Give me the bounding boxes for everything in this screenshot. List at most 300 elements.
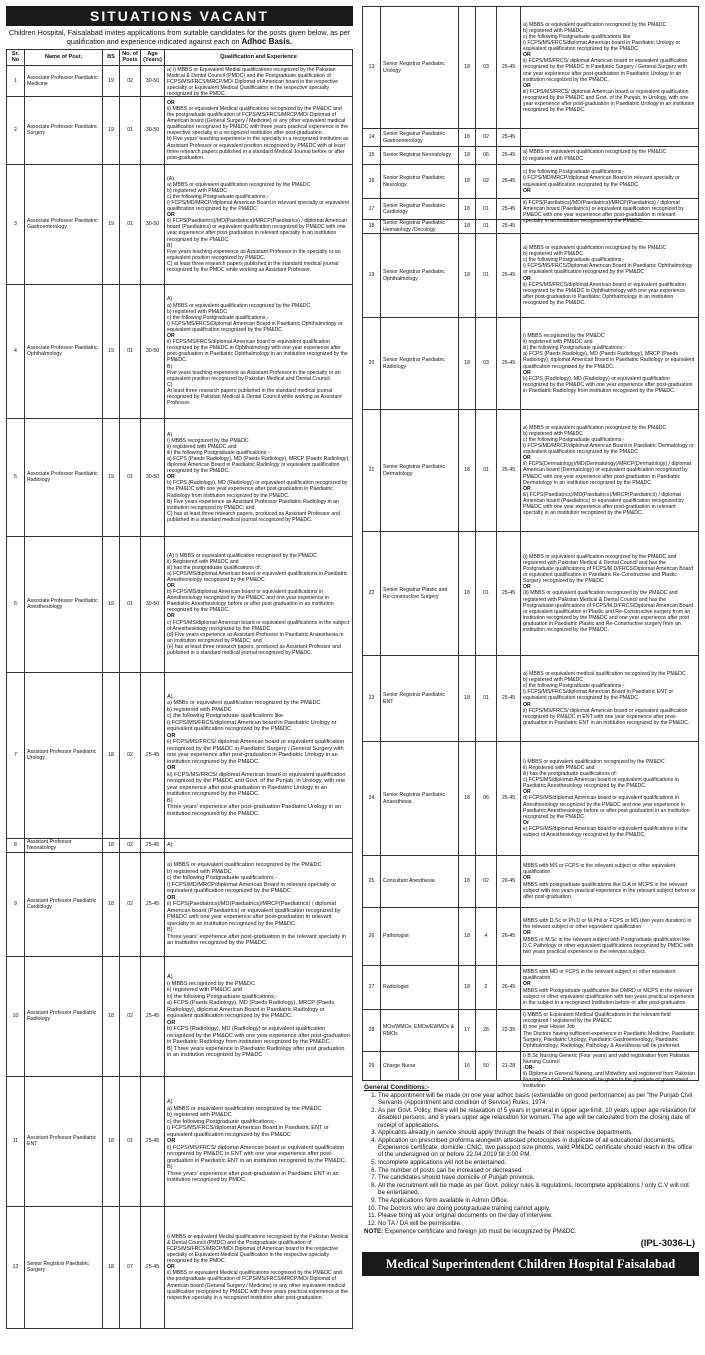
qualification-line: Five years teaching experience as Assistant Professor in the specialty or an equivalent position recognized by PM&DC. bbox=[167, 248, 341, 261]
qualification-line: ii) MBBS or equivalent Medical qualifications recognized by the PM&DC and the postgraduate qualification of FCPS/MS/FRCS/MRCP/MD/ Diplomat of American board (General Surgery / Medicine) or any other equivalent medical qualification recognized by PM&DC with three years practical experience in the respective specialty in a recognized institution after post-graduation. bbox=[167, 1270, 349, 1301]
row-sr: 3 bbox=[7, 164, 25, 284]
row-qualification bbox=[165, 1206, 353, 1328]
row-sr: 5 bbox=[7, 418, 25, 536]
qualification-line: i) FCPS/MS/FRCS/diplomat American Board in Paediatric ENT or equivalent qualification recognized by the PM&DC bbox=[523, 689, 674, 702]
row-bs: 18 bbox=[459, 966, 476, 1010]
row-post-name: Assistant Professor Paediatric Urology bbox=[25, 672, 103, 838]
table-row bbox=[363, 1052, 699, 1081]
row-age: 26-45 bbox=[497, 908, 521, 966]
row-bs: 18 bbox=[103, 838, 120, 852]
row-qualification bbox=[165, 536, 353, 672]
qualification-line: b) FCPS (Radiology), MD (Radiology) or equivalent qualification recognized by the PM&DC with one year experience after post-graduation in Paediatric Radiology from institution recognized by the PM&DC. bbox=[523, 375, 693, 394]
note-text: Experience certificate and foreign job must be recognized by PM&DC. bbox=[384, 1228, 577, 1236]
qualification-line: ii) FCPS(Paediatrics)/MD(Paediatrics)/MRCP(Paediatrics) / diplomat American board (Paediatrics) or equivalent qualification recognized by PM&DC with one year experience after post-graduation in relevant specialty in an institution recognized by the PM&DC. bbox=[167, 218, 347, 243]
qualification-line: MBBS with D.Sc or Ph.D or M.Phil or FCPS or MS (two years duration) in the relevant subject or other equivalent qualification bbox=[523, 918, 692, 931]
row-bs: 18 bbox=[459, 7, 476, 129]
table-row bbox=[7, 96, 353, 164]
row-post-name: Senior Registrar Plastic and Re-constructive Surgery bbox=[381, 532, 459, 656]
row-age: 25-45 bbox=[497, 532, 521, 656]
row-age: 25-45 bbox=[497, 656, 521, 742]
qualification-line: Five years teaching experience as Assistant Professor in the specialty or an equivalent position recognized by Pakistan Medical and Dental Council. bbox=[167, 369, 341, 382]
table-row bbox=[7, 1206, 353, 1328]
qualification-line: Postgraduate qualifications of FCPS/M.D/FRCS/Diplomat American Board or equivalent qualification in Paediatric Re-Constructive and Plastic Surgery recognized by the PM&DC bbox=[523, 566, 694, 585]
row-posts: 26 bbox=[476, 1010, 497, 1052]
row-bs: 19 bbox=[103, 65, 120, 96]
row-bs: 18 bbox=[459, 318, 476, 410]
qualification-line: OR bbox=[523, 981, 531, 988]
row-bs: 18 bbox=[103, 1206, 120, 1328]
table-body-left bbox=[7, 65, 353, 1328]
row-age: 25-45 bbox=[141, 1076, 165, 1206]
row-age: 25-45 bbox=[497, 129, 521, 147]
row-sr: 4 bbox=[7, 284, 25, 418]
row-bs: 18 bbox=[459, 742, 476, 856]
row-bs: 19 bbox=[103, 536, 120, 672]
qualification-line: i) FCPS/MS/FRCS/diplomat American board in Paediatric Urology or equivalent qualification recognized by the PM&DC bbox=[167, 719, 337, 733]
qualification-line: iii) the following Postgraduate qualifications;- bbox=[523, 345, 626, 352]
qualification-line: iii) has the postgraduate qualifications of: bbox=[523, 771, 618, 778]
qualification-line: a) FCPS (Paeds Radiology), MD (Paeds Radiology), MRCP (Paeds Radiology), diplomat American Board in Paediatric Radiology or equivalent qualification recognized by the PM&DC. bbox=[167, 455, 350, 475]
qualification-line: B) bbox=[167, 927, 173, 934]
row-sr: 2 bbox=[7, 96, 25, 164]
qualification-line: c) the following Postgraduate qualifications like bbox=[523, 33, 631, 40]
table-row bbox=[363, 147, 699, 165]
row-sr: 8 bbox=[7, 838, 25, 852]
qualification-line: Three years' experience after post-graduation in the relevant specialty in an institution recognized by the PM&DC. bbox=[167, 933, 346, 947]
row-age: 25-45 bbox=[497, 318, 521, 410]
qualification-line: A) bbox=[167, 974, 173, 981]
row-sr: 26 bbox=[363, 908, 381, 966]
row-post-name: Associate Professor Paediatric Anesthesiology bbox=[25, 536, 103, 672]
row-age: 26-45 bbox=[497, 856, 521, 908]
qualification-line: OR bbox=[167, 333, 175, 340]
qualification-line: A) bbox=[167, 431, 173, 438]
col-sr: Sr. No bbox=[7, 50, 25, 66]
qualification-line: C) has at least three research papers, produced as Assistant Professor and published in a standard medical journal recognized by PM&DC. bbox=[167, 510, 341, 523]
qualification-line: ii) FCPS(Paediatrics)/MD(Paediatrics)/MRCP(Paediatrics) / diplomat American board (Paediatrics) or equivalent qualification recognized by PM&DC with one year experience after post-graduation in relevant specialty in an institution recognized by the PM&DC. bbox=[523, 200, 684, 225]
qualification-line: c) the following Postgraduate qualifications;- bbox=[167, 193, 269, 200]
qualification-line: B) bbox=[167, 242, 173, 249]
qualification-line: (A) bbox=[167, 175, 174, 182]
row-posts: 4 bbox=[476, 908, 497, 966]
table-row bbox=[363, 410, 699, 532]
qualification-line: iii) the following Postgraduate qualifications;- bbox=[167, 993, 278, 1000]
qualification-line: b) registered with PM&DC bbox=[523, 27, 583, 34]
vacancy-table-left bbox=[6, 49, 353, 1329]
qualification-line: OR bbox=[167, 732, 176, 739]
row-posts: 02 bbox=[120, 65, 141, 96]
row-age: 30-50 bbox=[141, 96, 165, 164]
qualification-line: iii) FCPS/MS/FRCS/ diplomat American board or equivalent qualification recognized by the PM&DC and Govt. of the Punjab, in Urology, with one year experience after post-graduation in Paediatric Urology in an institution recognized by the PM&DC. bbox=[523, 88, 695, 114]
qualification-line: MBBS with MS or FCPS in the relevant subject or other equivalent qualification bbox=[523, 863, 676, 876]
qualification-line: a) MBBs or equivalent qualification recognized by the PM&DC bbox=[167, 700, 321, 707]
row-post-name: Associate Professor Paediatric Medicine bbox=[25, 65, 103, 96]
row-qualification bbox=[165, 284, 353, 418]
table-row bbox=[7, 284, 353, 418]
qualification-line: i) FCPS/MS/FRCS/diplomat American Board in Paediatric ENT or equivalent qualification recognized by the PM&DC bbox=[167, 1125, 329, 1138]
row-qualification bbox=[165, 65, 353, 96]
qualification-line: a) FCPS (Paeds Radiology), MD (Paeds Radiology), MRCP (Paeds Radiology), diplomat American Board in Paediatric Radiology or equivalent qualification recognized by the PM&DC. bbox=[523, 351, 695, 370]
row-posts: 06 bbox=[476, 147, 497, 165]
row-qualification bbox=[521, 7, 699, 129]
row-posts: 2 bbox=[476, 966, 497, 1010]
row-posts: 01 bbox=[476, 410, 497, 532]
row-age: 25-45 bbox=[497, 165, 521, 199]
qualification-line: ii) FCPS(Paediatrics)/MD(Paediatrics)/MRCP(Paediatrics) / diplomat American board (Paediatrics) or equivalent qualification recognized by PM&DC with one year experience after post-graduation in relevant specialty in an institution recognized by the PM&DC. bbox=[167, 901, 341, 927]
row-post-name: Assistant Professor Paediatric ENT bbox=[25, 1076, 103, 1206]
row-sr: 19 bbox=[363, 234, 381, 318]
row-age: 21-28 bbox=[497, 1052, 521, 1081]
row-qualification bbox=[165, 418, 353, 536]
qualification-line: A) bbox=[167, 693, 173, 700]
table-row bbox=[7, 65, 353, 96]
condition-item: 8. All the recruitment will be made as per Govt. policy/ rules & regulations. Incomplete applications / only C.V will not be entertained. bbox=[378, 1182, 697, 1196]
qualification-line: b) FCPS/MS/diplomat American board or equivalent qualifications in Anesthesiology recognized by the PM&DC and one year experience in Paediatric Anesthesiology before or after post graduation in an institution recognized by the PM&DC. bbox=[167, 589, 334, 614]
qualification-line: ii) one year House Job bbox=[523, 1024, 575, 1031]
row-sr: 10 bbox=[7, 956, 25, 1076]
qualification-line: (i) MBBS or equivalent qualification recognized by the PM&DC and registered with Pakistan Medical & Dental Council and has the bbox=[523, 553, 677, 566]
row-qualification bbox=[521, 1010, 699, 1052]
row-post-name: Associate Professor Paediatric Ophthalmology bbox=[25, 284, 103, 418]
row-posts: 03 bbox=[476, 7, 497, 129]
qualification-line: b) registered with PM&DC bbox=[523, 155, 583, 162]
qualification-line: i) FCPS/MS/FRCS/diplomat American board in Paediatric Urology or equivalent qualification recognized by the PM&DC bbox=[523, 40, 681, 53]
row-posts: 02 bbox=[120, 852, 141, 956]
row-posts: 50 bbox=[476, 1052, 497, 1081]
row-qualification bbox=[165, 96, 353, 164]
qualification-line: OR bbox=[523, 701, 531, 708]
qualification-line: OR bbox=[167, 99, 175, 106]
row-bs: 18 bbox=[103, 852, 120, 956]
row-sr: 17 bbox=[363, 199, 381, 220]
qualification-line: a) MBBS or equivalent qualification recognized by the PM&DC bbox=[167, 1105, 322, 1112]
page-title: SITUATIONS VACANT bbox=[6, 6, 353, 26]
row-age: 30-50 bbox=[141, 284, 165, 418]
table-row bbox=[363, 656, 699, 742]
row-posts: 01 bbox=[120, 1076, 141, 1206]
qualification-line: i) FCPS/MS/FRCS/Diplomat American Board in Paediatric Ophthalmology or equivalent qualification recognized by the PM&DC bbox=[167, 320, 343, 333]
qualification-line: c) the following Postgraduate qualifications;- bbox=[167, 1118, 277, 1125]
row-sr: 18 bbox=[363, 220, 381, 234]
row-post-name: Senior Registrar Paediatric Surgery bbox=[25, 1206, 103, 1328]
row-post-name: MOs/WMOs, EMOs/EWMOs & RMOs bbox=[381, 1010, 459, 1052]
row-posts: 02 bbox=[476, 165, 497, 199]
row-sr: 29 bbox=[363, 1052, 381, 1081]
qualification-line: c) the following Postgraduate qualifications;- bbox=[523, 436, 625, 443]
row-qualification bbox=[521, 165, 699, 199]
general-conditions bbox=[362, 1081, 699, 1236]
row-bs: 18 bbox=[459, 410, 476, 532]
row-qualification bbox=[521, 908, 699, 966]
row-qualification bbox=[521, 129, 699, 147]
qualification-line: b) registered with PM&DC bbox=[167, 308, 227, 315]
row-age: 30-50 bbox=[141, 65, 165, 96]
table-row bbox=[7, 536, 353, 672]
table-row bbox=[363, 199, 699, 220]
table-row bbox=[7, 838, 353, 852]
row-sr: 6 bbox=[7, 536, 25, 672]
qualification-line: a) MBBS or equivalent medical qualification recognized by the PM&DC bbox=[523, 671, 686, 678]
qualification-line: b) FCPS (Radiology), MD (Radiology) or equivalent qualification recognized by the PM&DC with one year experience after post-graduation in Paediatric Radiology from institution recognized by the PM&DC. bbox=[167, 480, 348, 499]
row-qualification bbox=[521, 318, 699, 410]
table-row bbox=[363, 129, 699, 147]
table-row bbox=[363, 856, 699, 908]
condition-item: 3. Applicants already in service should apply through the heads of their respective departments. bbox=[378, 1129, 697, 1136]
qualification-line: a) MBBS or equivalent qualification recognized by the PM&DC bbox=[523, 21, 667, 28]
table-row bbox=[363, 234, 699, 318]
row-qualification bbox=[521, 656, 699, 742]
row-post-name: Senior Registrar Paediatric Radiology bbox=[381, 318, 459, 410]
row-qualification bbox=[165, 164, 353, 284]
condition-item: 6. The number of posts can be increased or decreased. bbox=[378, 1167, 697, 1174]
qualification-line: i) MBBS recognized by the PM&DC bbox=[523, 333, 605, 340]
qualification-line: (A) i) MBBS or equivalent qualification recognized by the PM&DC bbox=[167, 552, 317, 559]
qualification-line: OR bbox=[523, 789, 531, 796]
row-bs: 19 bbox=[103, 164, 120, 284]
table-row bbox=[7, 418, 353, 536]
col-bs: BS bbox=[103, 50, 120, 66]
row-qualification bbox=[165, 852, 353, 956]
qualification-line: B) bbox=[167, 797, 173, 804]
row-posts: 02 bbox=[120, 956, 141, 1076]
row-sr: 11 bbox=[7, 1076, 25, 1206]
row-age: 26-45 bbox=[497, 966, 521, 1010]
row-posts: 07 bbox=[120, 1206, 141, 1328]
qualification-line: ii) MBBS or equivalent Medical qualifications recognized by the PM&DC and the postgraduate qualification of FCPS/MS/FRCS/MRCP/MD/ Diplomat of American board (General Surgery / Medicine) or any other equivalent medical qualification recognized by PM&DC with three years practical experience in the respective specialty in a recognized institution after post-graduation. bbox=[167, 105, 349, 137]
qualification-line: OR bbox=[167, 1264, 175, 1271]
row-posts: 02 bbox=[120, 672, 141, 838]
row-sr: 15 bbox=[363, 147, 381, 165]
row-qualification bbox=[165, 838, 353, 852]
note-label: NOTE: bbox=[364, 1228, 384, 1236]
qualification-line: OR bbox=[523, 455, 531, 462]
row-qualification bbox=[521, 742, 699, 856]
qualification-line: a) MBBS or equivalent qualification recognized by the PM&DC bbox=[167, 862, 322, 869]
qualification-line: b) registered with PM&DC bbox=[167, 868, 232, 875]
row-posts: 03 bbox=[476, 318, 497, 410]
qualification-line: i) MBBS or equivalent Medial qualifications recognized by the Pakistan Medical & Dental Council (PMDC) and the Postgraduate qualification of FCPS/MS/FRCS/MRCP/MD/ Diplomat of American board in the respective specialty or Equivalent Medical Qualification in the respective specialty recognized by the PMDC. bbox=[167, 1233, 349, 1265]
row-bs: 18 bbox=[459, 165, 476, 199]
row-age: 25-45 bbox=[141, 852, 165, 956]
row-bs: 19 bbox=[103, 96, 120, 164]
row-posts: 02 bbox=[120, 838, 141, 852]
col-name: Name of Post. bbox=[25, 50, 103, 66]
qualification-line: a) MBBS or equivalent qualification recognized by the PM&DC bbox=[523, 424, 667, 431]
qualification-line: MBBS or M.Sc in the relevant subject with Postgraduate qualification like D.C Pathology or other equivalent qualifications recognized by PMDC with two years practical experience in the relevant subject. bbox=[523, 936, 694, 955]
row-qualification bbox=[521, 147, 699, 165]
qualification-line: B) bbox=[167, 1164, 173, 1171]
row-posts: 01 bbox=[476, 656, 497, 742]
row-posts: 01 bbox=[120, 284, 141, 418]
row-qualification bbox=[521, 856, 699, 908]
qualification-line: b) registered with PM&DC bbox=[523, 430, 583, 437]
table-row bbox=[363, 532, 699, 656]
table-row bbox=[363, 318, 699, 410]
qualification-line: i) MBBS or Equivalent Medical Qualifications in the relevant field recognized / registered by the PM&DC. bbox=[523, 1012, 671, 1025]
qualification-line: ii) FCPS/MS/FRCS/diplomat American board or equivalent qualification recognized by the PM&DC in Ophthalmology with one year experience after post-graduation in Paediatric Ophthalmology in an institution recognized by the PM&DC. bbox=[167, 339, 348, 364]
table-row bbox=[7, 672, 353, 838]
condition-item: 1. The appointment will be made on one year adhoc basis (extendable on good performance) as per "the Punjab Civil Servants (Appointment and condition of Service) Rules, 1974. bbox=[378, 1092, 697, 1106]
row-sr: 13 bbox=[363, 7, 381, 129]
table-row bbox=[7, 164, 353, 284]
qualification-line: i) FCPS/MD/MRCP/diplomat American Board in relevant specialty or equivalent qualification recognized by the PM&DC bbox=[167, 881, 337, 895]
qualification-line: b) registered with PM&DC bbox=[167, 187, 227, 194]
qualification-line: iii) FCPS(Paediatrics)/MD(Paediatrics)/MRCP(Paediatrics) / diplomat American board (Paediatrics) or equivalent qualification recognized by PM&DC with one year experience after post-graduation in relevant specialty in an institution recognized by the PM&DC. bbox=[523, 491, 684, 517]
row-post-name: Senior Registrar Paediatric ENT bbox=[381, 656, 459, 742]
row-posts: 01 bbox=[476, 532, 497, 656]
row-sr: 28 bbox=[363, 1010, 381, 1052]
row-post-name: Consultant Anesthesia bbox=[381, 856, 459, 908]
row-sr: 7 bbox=[7, 672, 25, 838]
row-bs: 18 bbox=[459, 220, 476, 234]
row-age: 25-45 bbox=[497, 147, 521, 165]
row-age: 25-45 bbox=[141, 956, 165, 1076]
row-posts: 01 bbox=[476, 199, 497, 220]
qualification-line: iii) FCPS/MS/FRCS/ diplomat American board or equivalent qualification recognized by the PM&DC and Govt. of the Punjab, in Urology, with one year experience after post-graduation in Paediatric Urology in an institution recognized by the PM&DC. bbox=[167, 771, 346, 798]
row-age: 25-45 bbox=[497, 742, 521, 856]
qualification-line: c) FCPS/MS/diplomat American board or equivalent qualifications in the subject of Anesthesiology recognized by the PM&DC. bbox=[167, 619, 350, 632]
qualification-line: A) bbox=[167, 842, 173, 849]
qualification-line: C) bbox=[167, 381, 173, 388]
qualification-line: OR bbox=[167, 1019, 176, 1026]
qualification-line: (e) has at least three research papers, produced as Assistant Professor and published in a standard medical journal recognized by PM&DC. bbox=[167, 643, 341, 657]
reference-code: (IPL-3036-L) bbox=[640, 1237, 695, 1249]
qualification-line: i) MBBS or equivalent qualification recognized by the PM&DC bbox=[523, 758, 665, 765]
row-bs: 18 bbox=[459, 129, 476, 147]
row-post-name: Assistant Professor Paediatric Cardiology bbox=[25, 852, 103, 956]
qualification-line: ii) FCPS/MS/FRCS/ diplomat American board or equivalent qualification recognized by the PM&DC in Paediatric Surgery / General Surgery with one year experience after post-graduation in Paediatric Urology in an institution recognized by the PM&DC. bbox=[523, 58, 688, 83]
row-sr: 25 bbox=[363, 856, 381, 908]
row-age: 30-50 bbox=[141, 418, 165, 536]
qualification-line: OR bbox=[523, 584, 531, 591]
qualification-line: b) Five years' teaching experience in the specialty in a recognized institution as Assistant Professor or equivalent position recognized by PM&DC with at least three research papers published in a standard Medical Journal before or after post-graduation. bbox=[167, 136, 349, 161]
row-qualification bbox=[521, 1052, 699, 1090]
qualification-line: a) FCPS (Paeds Radiology), MD (Paeds Radiology), MRCP (Paeds Radiology), diplomat American Board in Paediatric Radiology or equivalent qualification recognized by the PM&DC. bbox=[167, 1000, 335, 1020]
left-column bbox=[6, 6, 353, 1349]
row-post-name: Senior Registrar Paediatric Neurology bbox=[381, 165, 459, 199]
qualification-line: c) the following Postgraduate qualifications;- bbox=[167, 314, 269, 321]
condition-item: 9. The Applications form available in Admin Office. bbox=[378, 1197, 697, 1204]
qualification-line: MBBS with MD or FCPS in the relevant subject or other equivalent qualification bbox=[523, 969, 676, 982]
qualification-line: b) registered with PM&DC bbox=[167, 706, 232, 713]
row-post-name: Associate Professor Paediatric Radiology bbox=[25, 418, 103, 536]
row-qualification bbox=[521, 532, 699, 656]
qualification-line: ii) registered with PM&DC and bbox=[167, 987, 242, 994]
intro-body: Children Hospital, Faisalabad invites applications from suitable candidates for the posts given below, as per qualification and experience indicated against each on bbox=[8, 28, 351, 46]
row-post-name: Radiologist bbox=[381, 966, 459, 1010]
condition-item: 12. No TA / DA will be permissible. bbox=[378, 1220, 697, 1227]
qualification-line: a) MBBS or equivalent qualification recognized by the PM&DC bbox=[167, 181, 311, 188]
col-qualification: Qualification and Experience bbox=[165, 50, 353, 66]
row-post-name: Pathologist bbox=[381, 908, 459, 966]
qualification-line: b) registered with PM&DC bbox=[523, 251, 583, 258]
intro-text bbox=[6, 26, 353, 49]
qualification-line: b) registered with PM&DC bbox=[167, 1112, 232, 1119]
qualification-line: OR bbox=[167, 894, 176, 901]
qualification-line: c) the following Postgraduate qualifications;- bbox=[523, 257, 625, 264]
row-bs: 18 bbox=[103, 1076, 120, 1206]
row-qualification bbox=[165, 672, 353, 838]
qualification-line: a) i) MBBS or Equivalent Medial qualifications recognized by the Pakistan Medical & Dental Council (PMDC) and the Postgraduate qualification of FCPS/MS/FRCS/MRCP/MD/ Diplomat of American board in the respective specialty or Equivalent Medical Qualification in the respective specialty recognized by the PMDC. bbox=[167, 66, 338, 98]
condition-item: 5. Incomplete applications will not be entertained. bbox=[378, 1159, 697, 1166]
row-sr: 12 bbox=[7, 1206, 25, 1328]
row-posts: 01 bbox=[120, 536, 141, 672]
row-qualification bbox=[521, 234, 699, 318]
qualification-line: ii) FCPS(Dermatology)/MD(Dermatology)/MRCP(Dermatology) / diplomat American board (Dermatology) or equivalent qualification recognized by PM&DC with one year experience after post-graduation in Paediatric Dermatology in an institution recognized by the PM&DC. bbox=[523, 461, 692, 486]
qualification-line: At least three research papers published in the standard medical journal recognized by Pakistan Medical & Dental Council while working as Assistant Professor. bbox=[167, 387, 342, 407]
qualification-line: -OR- bbox=[523, 1065, 535, 1072]
qualification-line: OR bbox=[167, 1138, 176, 1145]
row-bs: 18 bbox=[459, 234, 476, 318]
row-post-name: Senior Registrar Paediatric Ophthalmology bbox=[381, 234, 459, 318]
qualification-line: ii) FCPS/MS/FRCS/ diplomat American board or equivalent qualification recognized by PM&DC in ENT with one year experience after post-graduation in Paediatric ENT in an institution recognized by the PM&DC. bbox=[167, 1144, 347, 1164]
qualification-line: Three years' experience after post-graduation in Paediatric ENT in an institution recognized by PMDC. bbox=[167, 1170, 339, 1184]
row-sr: 16 bbox=[363, 165, 381, 199]
table-row bbox=[363, 742, 699, 856]
qualification-line: ii) registered with PM&DC and bbox=[167, 443, 237, 450]
table-header-row bbox=[7, 50, 353, 66]
qualification-line: MBBS with Postgraduate qualification like DMRD or MCPS in the relevant subject or other equivalent qualification with two years practical experience in the subject in a recognized Institution before or after post-graduation. bbox=[523, 987, 695, 1006]
row-post-name: Associate Professor Paediatric Surgery bbox=[25, 96, 103, 164]
qualification-line: a) MBBS or equivalent qualification recognized by the PM&DC bbox=[167, 302, 311, 309]
row-bs: 19 bbox=[103, 418, 120, 536]
row-sr: 23 bbox=[363, 656, 381, 742]
intro-basis: Adhoc Basis. bbox=[241, 37, 293, 46]
row-post-name: Senior Registrar Paediatric Gastroenterology bbox=[381, 129, 459, 147]
table-row bbox=[7, 956, 353, 1076]
qualification-line: Postgraduate qualifications of FCPS/M.D/FRCS/Diplomat American Board or equivalent qualification in Plastic and Re-Constructive surgery from an institution recognized by the PM&DC and one year experience after post graduation in Paediatric Plastic and Re-Constructive surgery from an institution recognized by the PM&DC. bbox=[523, 602, 694, 634]
qualification-line: ii) Diploma in General Nursing, and Midwifery and registered from Pakistan Nursing Council. Preference will be given to the graduate of government institution. bbox=[523, 1071, 695, 1090]
row-qualification bbox=[165, 956, 353, 1076]
qualification-line: i) FCPS/MD/MRCP/diplomat American Board in relevant specialty or equivalent qualification recognized by the PM&DC bbox=[167, 199, 349, 213]
qualification-line: b) registered with PM&DC bbox=[523, 677, 583, 684]
row-sr: 20 bbox=[363, 318, 381, 410]
table-row bbox=[363, 165, 699, 199]
row-age: 25-45 bbox=[141, 838, 165, 852]
row-posts: 06 bbox=[476, 742, 497, 856]
qualification-line: (ii) MBBS or equivalent qualification recognized by the PM&DC and registered with Pakistan Medical & Dental Council and has the bbox=[523, 590, 678, 603]
general-conditions-list bbox=[364, 1092, 697, 1227]
row-age: 25-45 bbox=[497, 220, 521, 234]
qualification-line: i) MBBS recognized by the PM&DC bbox=[167, 437, 249, 444]
qualification-line: Or bbox=[523, 819, 530, 826]
row-age: 25-45 bbox=[497, 410, 521, 532]
row-age: 25-45 bbox=[141, 1206, 165, 1328]
qualification-line: B) Three years experience in Paediatric Radiology after post graduation in an institution recognized by PM&DC bbox=[167, 1045, 345, 1059]
qualification-line: The Doctors having sufficient experience in Paediatric Medicine, Paediatric Surgery, Paediatric Urology, Paediatric Gastroenterology, Paediatric Ophthalmology, Radiology, Pathology & Anesthesia will be preferred. bbox=[523, 1030, 695, 1049]
qualification-line: OR bbox=[523, 875, 531, 882]
row-age: 22-35 bbox=[497, 1010, 521, 1052]
row-post-name: Associate Professor Paediatric Gastroenterology bbox=[25, 164, 103, 284]
row-posts: 01 bbox=[120, 164, 141, 284]
row-bs: 18 bbox=[459, 856, 476, 908]
row-posts: 02 bbox=[476, 129, 497, 147]
row-post-name: Senior Registrar Paediatric Hematology /Oncology bbox=[381, 220, 459, 234]
row-posts: 02 bbox=[476, 856, 497, 908]
note bbox=[364, 1228, 697, 1235]
qualification-line: OR bbox=[167, 613, 175, 620]
row-sr: 9 bbox=[7, 852, 25, 956]
qualification-line: iii) has the postgraduate qualifications of: bbox=[167, 564, 262, 571]
row-qualification bbox=[165, 1076, 353, 1206]
qualification-line: iii) the following Postgraduate qualifications;- bbox=[167, 449, 270, 456]
row-age: 25-45 bbox=[497, 7, 521, 129]
qualification-line: e) FCPS/MS/diplomat American board or equivalent qualifications in the subject of Anesthesiology recognized by the PM&DC. bbox=[523, 825, 688, 839]
row-bs: 18 bbox=[459, 147, 476, 165]
row-posts: 01 bbox=[120, 418, 141, 536]
qualification-line: OR bbox=[523, 485, 531, 492]
condition-item: 10. The Doctors who are doing postgraduate training cannot apply. bbox=[378, 1205, 697, 1212]
